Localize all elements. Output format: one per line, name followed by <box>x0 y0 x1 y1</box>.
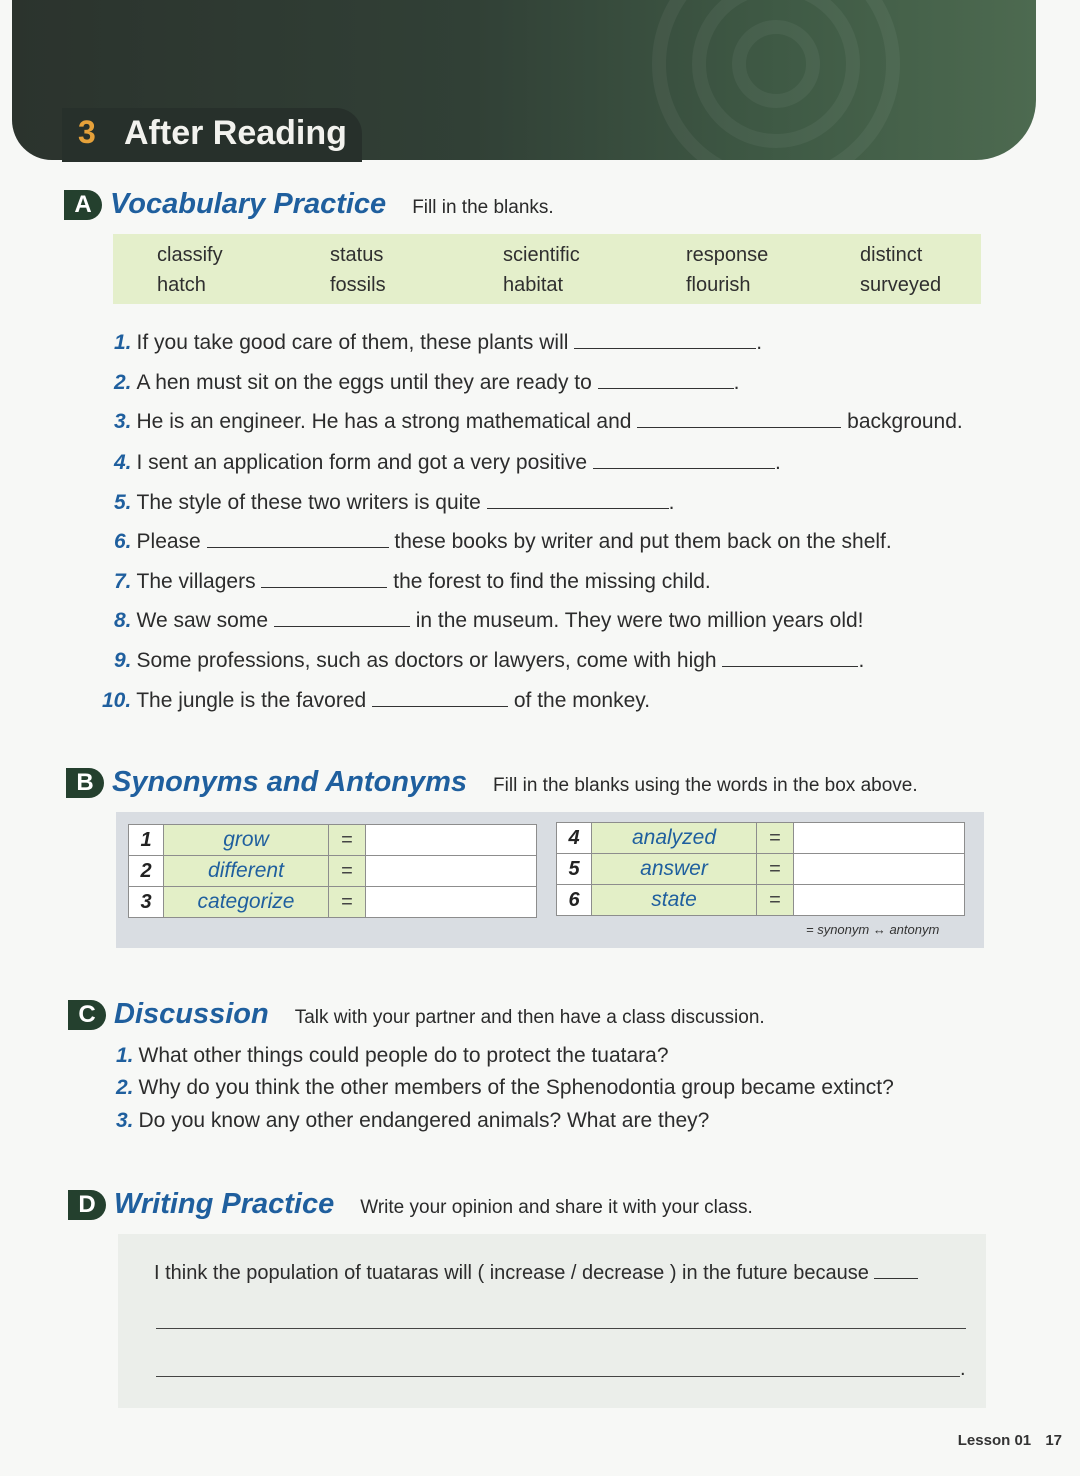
section-b-badge: B <box>66 768 104 798</box>
section-number: 3 <box>78 114 96 150</box>
question-text: A hen must sit on the eggs until they are ready to <box>136 371 592 394</box>
section-d-header <box>68 1188 753 1221</box>
question-number: 5. <box>114 491 132 514</box>
synonym-symbol: = <box>757 823 794 854</box>
writing-line[interactable] <box>156 1328 966 1329</box>
fill-in-question <box>114 450 781 475</box>
question-text: Some professions, such as doctors or lawyers, come with high <box>136 649 717 672</box>
synonym-antonym-legend: = synonym ↔ antonym <box>806 922 940 937</box>
synonym-symbol: = <box>329 856 366 887</box>
question-text-end: . <box>774 451 781 474</box>
answer-cell[interactable] <box>794 823 965 854</box>
row-number: 5 <box>557 854 592 885</box>
answer-cell[interactable] <box>794 854 965 885</box>
synonym-table-left <box>128 824 537 918</box>
section-c-badge: C <box>68 1000 106 1030</box>
word-item: habitat <box>503 274 564 296</box>
question-text-end: . <box>858 649 865 672</box>
section-b-instruction: Fill in the blanks using the words in the box above. <box>493 774 918 796</box>
section-a-title: Vocabulary Practice <box>110 188 387 220</box>
row-word: state <box>592 885 757 916</box>
question-text-end: the forest to find the missing child. <box>393 570 711 593</box>
section-d-title: Writing Practice <box>114 1188 335 1220</box>
row-word: grow <box>164 825 329 856</box>
question-text-end: these books by writer and put them back on the shelf. <box>394 530 892 553</box>
answer-cell[interactable] <box>366 887 537 918</box>
word-item: status <box>330 244 384 266</box>
row-number: 4 <box>557 823 592 854</box>
question-text: The jungle is the favored <box>136 689 367 712</box>
fill-in-question <box>114 569 711 594</box>
question-text: Do you know any other endangered animals? What are they? <box>138 1109 710 1132</box>
discussion-question <box>116 1109 709 1133</box>
section-b-title: Synonyms and Antonyms <box>112 766 468 798</box>
fill-in-question <box>114 608 864 633</box>
table-row <box>129 856 537 887</box>
section-a-badge: A <box>64 190 102 220</box>
end-period: . <box>960 1358 966 1380</box>
page-footer <box>958 1432 1062 1449</box>
question-number: 1. <box>116 1044 134 1067</box>
fill-in-question <box>114 648 864 673</box>
question-number: 2. <box>114 371 132 394</box>
question-text-end: background. <box>847 410 963 433</box>
answer-blank[interactable] <box>574 330 756 349</box>
section-c-header <box>68 998 765 1031</box>
question-text: The villagers <box>136 570 256 593</box>
word-item: classify <box>157 244 223 266</box>
question-text-end: in the museum. They were two million years old! <box>415 609 864 632</box>
answer-blank[interactable] <box>598 370 734 389</box>
row-word: categorize <box>164 887 329 918</box>
answer-blank[interactable] <box>637 409 841 428</box>
question-number: 1. <box>114 331 132 354</box>
question-text: I sent an application form and got a very positive <box>136 451 588 474</box>
writing-prompt <box>154 1260 918 1285</box>
word-item: hatch <box>157 274 206 296</box>
question-text: Why do you think the other members of the Sphenodontia group became extinct? <box>138 1076 894 1099</box>
table-row <box>129 887 537 918</box>
answer-blank[interactable] <box>874 1260 918 1279</box>
writing-line[interactable] <box>156 1376 960 1377</box>
question-text: He is an engineer. He has a strong mathematical and <box>136 410 632 433</box>
fill-in-question <box>114 330 762 355</box>
question-text-end: . <box>756 331 763 354</box>
row-number: 1 <box>129 825 164 856</box>
discussion-question <box>116 1044 669 1068</box>
fill-in-question <box>114 529 892 554</box>
table-row <box>557 854 965 885</box>
question-number: 3. <box>116 1109 134 1132</box>
section-d-badge: D <box>68 1190 106 1220</box>
question-text: What other things could people do to protect the tuatara? <box>138 1044 669 1067</box>
synonym-symbol: = <box>757 885 794 916</box>
fill-in-question <box>114 490 675 515</box>
word-item: fossils <box>330 274 386 296</box>
question-number: 9. <box>114 649 132 672</box>
question-text-end: . <box>668 491 675 514</box>
question-text-end: . <box>733 371 740 394</box>
prompt-text: I think the population of tuataras will ( increase / decrease ) in the future because <box>154 1262 869 1284</box>
answer-blank[interactable] <box>261 569 387 588</box>
writing-panel <box>118 1234 986 1408</box>
row-number: 2 <box>129 856 164 887</box>
word-item: scientific <box>503 244 580 266</box>
answer-blank[interactable] <box>722 648 858 667</box>
fill-in-question <box>114 409 963 434</box>
synonym-table-right <box>556 822 965 916</box>
question-number: 8. <box>114 609 132 632</box>
synonym-symbol: = <box>329 887 366 918</box>
answer-blank[interactable] <box>593 450 775 469</box>
row-number: 6 <box>557 885 592 916</box>
answer-cell[interactable] <box>366 825 537 856</box>
answer-cell[interactable] <box>794 885 965 916</box>
question-number: 4. <box>114 451 132 474</box>
vocabulary-word-box <box>113 234 981 304</box>
answer-blank[interactable] <box>207 529 389 548</box>
table-row <box>557 885 965 916</box>
table-row <box>129 825 537 856</box>
word-item: distinct <box>860 244 923 266</box>
row-word: analyzed <box>592 823 757 854</box>
section-c-instruction: Talk with your partner and then have a class discussion. <box>294 1006 765 1028</box>
question-number: 3. <box>114 410 132 433</box>
fill-in-question <box>114 370 739 395</box>
question-text: We saw some <box>136 609 269 632</box>
section-a-header <box>64 188 554 221</box>
lesson-label: Lesson 01 <box>957 1432 1032 1449</box>
section-title: After Reading <box>124 114 347 152</box>
word-item: flourish <box>686 274 751 296</box>
answer-cell[interactable] <box>366 856 537 887</box>
question-text: Please <box>136 530 201 553</box>
answer-blank[interactable] <box>274 608 410 627</box>
page-number: 17 <box>1045 1432 1062 1449</box>
question-number: 2. <box>116 1076 134 1099</box>
section-b-header <box>66 766 918 799</box>
question-text-end: of the monkey. <box>513 689 651 712</box>
question-number: 6. <box>114 530 132 553</box>
section-a-instruction: Fill in the blanks. <box>412 196 554 218</box>
word-item: surveyed <box>860 274 942 296</box>
discussion-question <box>116 1076 894 1100</box>
fill-in-question <box>102 688 650 713</box>
question-number: 7. <box>114 570 132 593</box>
question-number: 10. <box>102 689 132 712</box>
synonym-symbol: = <box>329 825 366 856</box>
row-word: answer <box>592 854 757 885</box>
table-row <box>557 823 965 854</box>
row-word: different <box>164 856 329 887</box>
row-number: 3 <box>129 887 164 918</box>
answer-blank[interactable] <box>487 490 669 509</box>
question-text: The style of these two writers is quite <box>136 491 481 514</box>
section-d-instruction: Write your opinion and share it with your class. <box>360 1196 753 1218</box>
question-text: If you take good care of them, these plants will <box>136 331 569 354</box>
word-item: response <box>686 244 769 266</box>
synonym-symbol: = <box>757 854 794 885</box>
answer-blank[interactable] <box>372 688 508 707</box>
section-c-title: Discussion <box>114 998 269 1030</box>
